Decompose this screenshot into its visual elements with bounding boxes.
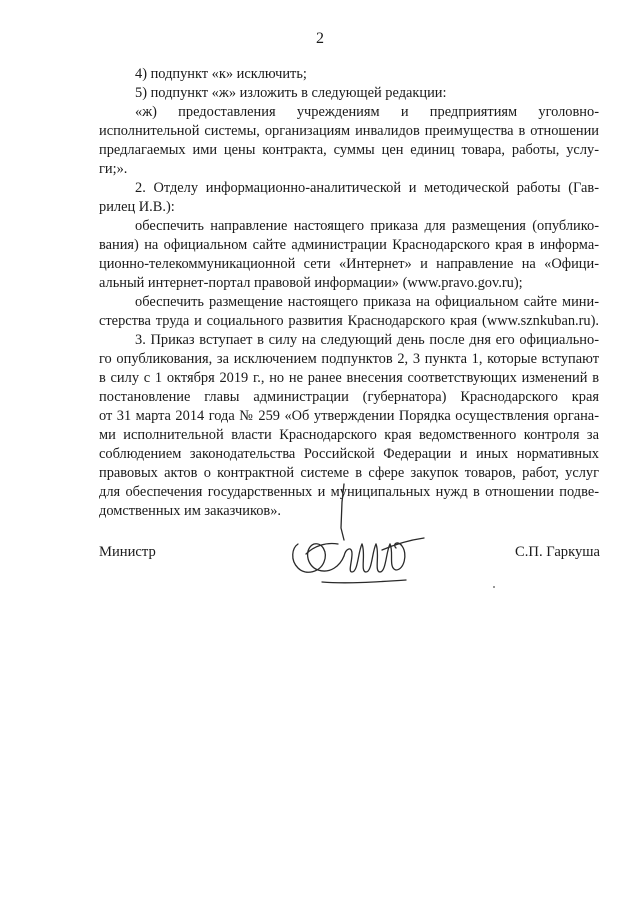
signature-title: Министр — [99, 544, 156, 560]
handwritten-signature — [286, 482, 436, 592]
text-line: альный интернет-портал правовой информации» (www.pravo.gov.ru); — [99, 275, 523, 291]
text-line: исполнительной системы, организациям инвалидов преимущества в отношении — [99, 123, 599, 139]
page-number: 2 — [316, 30, 324, 47]
text-line: 4) подпункт «к» исключить; — [135, 66, 307, 82]
signatory-name: С.П. Гаркуша — [515, 544, 600, 560]
text-line: ми исполнительной власти Краснодарского края ведомственного контроля за — [99, 427, 599, 443]
text-line: соблюдением законодательства Российской Федерации и иных нормативных — [99, 446, 599, 462]
text-line: домственных им заказчиков». — [99, 503, 282, 519]
text-line: 3. Приказ вступает в силу на следующий день после дня его официально- — [135, 332, 599, 348]
text-line: предлагаемых ими цены контракта, суммы цен единиц товара, работы, услу- — [99, 142, 599, 158]
scan-speck — [493, 586, 495, 588]
text-line: «ж) предоставления учреждениям и предприятиям уголовно- — [135, 104, 599, 120]
text-line: рилец И.В.): — [99, 199, 175, 215]
text-line: постановление главы администрации (губернатора) Краснодарского края — [99, 389, 599, 405]
text-line: ционно-телекоммуникационной сети «Интернет» и направление на «Офици- — [99, 256, 599, 272]
text-line: го опубликования, за исключением подпунктов 2, 3 пункта 1, которые вступают — [99, 351, 599, 367]
text-line: для обеспечения государственных и муниципальных нужд в отношении подве- — [99, 484, 599, 500]
text-line: от 31 марта 2014 года № 259 «Об утверждении Порядка осуществления органа- — [99, 408, 599, 424]
text-line: обеспечить размещение настоящего приказа на официальном сайте мини- — [135, 294, 599, 310]
text-line: 2. Отделу информационно-аналитической и методической работы (Гав- — [135, 180, 599, 196]
text-line: правовых актов о контрактной системе в сфере закупок товаров, работ, услуг — [99, 465, 599, 481]
text-line: 5) подпункт «ж» изложить в следующей редакции: — [135, 85, 447, 101]
text-line: ги;». — [99, 161, 128, 177]
text-line: обеспечить направление настоящего приказа для размещения (опублико- — [135, 218, 599, 234]
text-line: вания) на официальном сайте администрации Краснодарского края в информа- — [99, 237, 599, 253]
text-line: в силу с 1 октября 2019 г., но не ранее внесения соответствующих изменений в — [99, 370, 599, 386]
text-line: стерства труда и социального развития Краснодарского края (www.sznkuban.ru). — [99, 313, 599, 329]
